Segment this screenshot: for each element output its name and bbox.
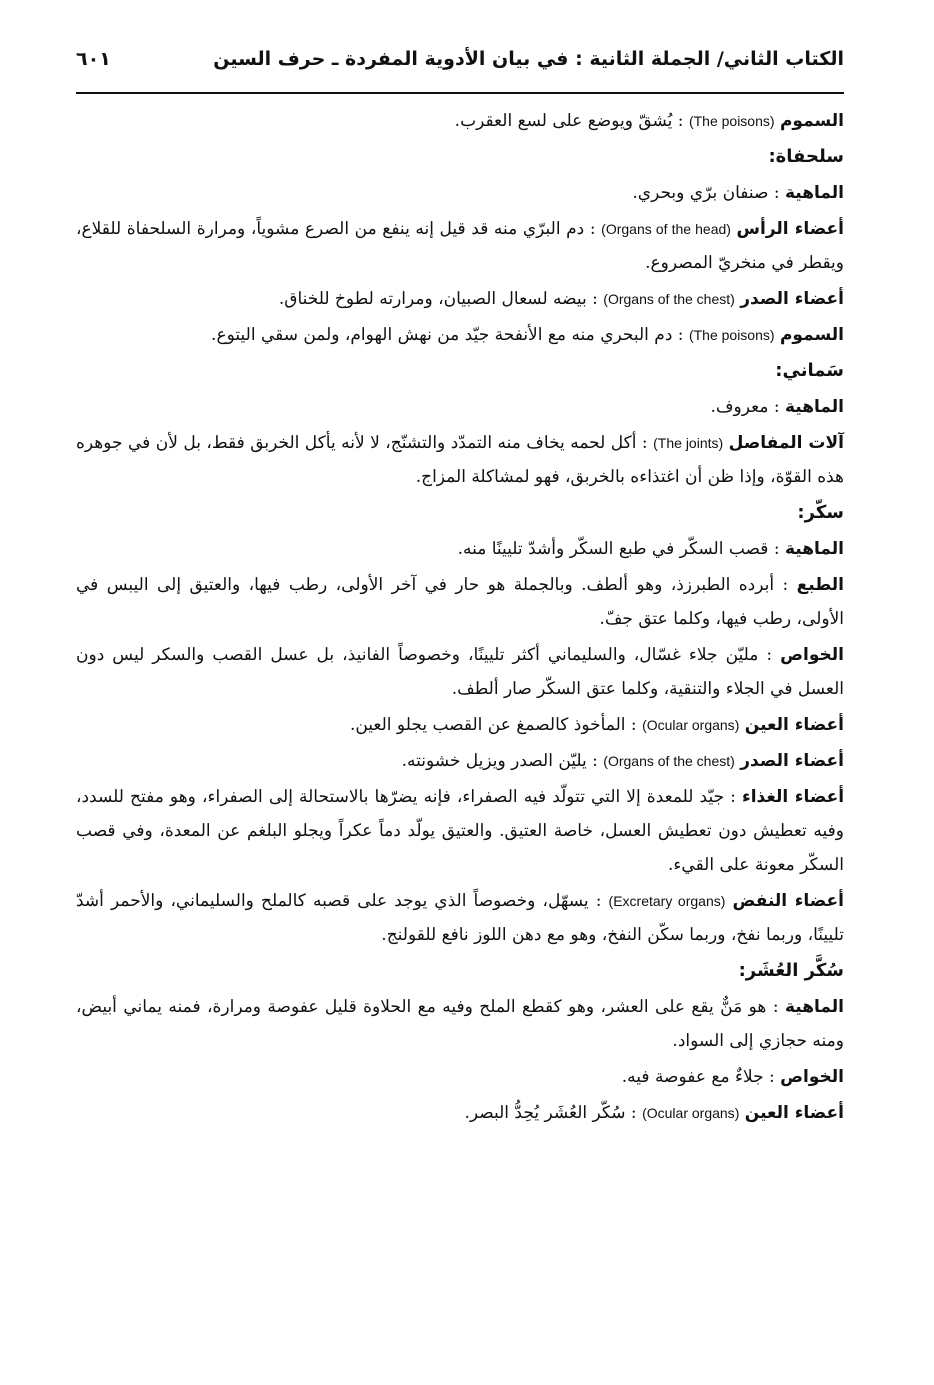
entry-english-term: (The poisons): [688, 113, 775, 129]
entry-text: : أكل لحمه يخاف منه التمدّد والتشنّج، لا لأنه يأكل الخربق فقط، بل لأن في جوهره هذه القوّة، وإذا ظن أن اغتذاءه بالخربق، فهو لمشاكلة المزاج.: [76, 433, 844, 487]
book-page: [76, 0, 844, 1385]
entry-text: : هو مَنٌّ يقع على العشر، وهو كقطع الملح وفيه مع الحلاوة قليل عفوصة ومرارة، فمنه يماني أبيض، ومنه حجازي إلى السواد.: [76, 997, 844, 1051]
entry-english-term: (Ocular organs): [642, 1105, 740, 1121]
heading-samani: سَماني:: [775, 360, 844, 381]
entry-term: أعضاء الغذاء: [742, 787, 845, 807]
entry-term: الماهية: [784, 397, 844, 417]
entry-english-term: (Organs of the chest): [603, 291, 735, 307]
entry-text: : جيّد للمعدة إلا التي تتولّد فيه الصفراء، فإنه يضرّها بالاستحالة إلى الصفراء، وهو مفتح للسدد، وفيه تعطيش دون تعطيش العسل، خاصة العتيق. والعتيق يولّد دماً عكراً ويجلو البلغم عن المعدة، وفي قصب السكّر معونة على القيء.: [76, 787, 844, 875]
entry-poisons-1: [76, 104, 844, 138]
entry-term: أعضاء الصدر: [740, 289, 844, 309]
entry-chest-organs-2: [76, 744, 844, 778]
entry-term: السموم: [779, 325, 844, 345]
entry-nutrition-organs: [76, 780, 844, 882]
entry-english-term: (The poisons): [688, 327, 775, 343]
entry-ocular-organs-2: [76, 1096, 844, 1130]
entry-term: السموم: [779, 111, 844, 131]
header-rule: [76, 92, 844, 94]
entry-term: الطبع: [796, 575, 844, 595]
entry-quiddity-samani: [76, 390, 844, 424]
entry-text: : صنفان برّي وبحري.: [632, 183, 780, 203]
entry-excretory-organs: [76, 884, 844, 952]
entry-text: : يليّن الصدر ويزيل خشونته.: [401, 751, 598, 771]
entry-properties-ushar: [76, 1060, 844, 1094]
entry-text: : مليّن جلاء غسّال، والسليماني أكثر تليينًا، وخصوصاً الفانيذ، بل عسل القصب والسكر ليس دون العسل في الجلاء والتنقية، وكلما عتق السكّر صار ألطف.: [76, 645, 844, 699]
entry-properties-sukkar: [76, 638, 844, 706]
entry-text: : جلاءٌ مع عفوصة فيه.: [621, 1067, 775, 1087]
page-number: ٦٠١: [76, 48, 111, 70]
entry-term: الماهية: [784, 997, 844, 1017]
page-body: [76, 104, 844, 1132]
entry-term: الماهية: [784, 539, 844, 559]
entry-text: : سُكّر العُشَر يُحِدُّ البصر.: [464, 1103, 637, 1123]
entry-english-term: (Ocular organs): [642, 717, 740, 733]
entry-head-organs: [76, 212, 844, 280]
entry-quiddity-sukkar: [76, 532, 844, 566]
entry-text: : المأخوذ كالصمغ عن القصب يجلو العين.: [349, 715, 637, 735]
running-title: الكتاب الثاني/ الجملة الثانية : في بيان الأدوية المفردة ـ حرف السين: [213, 48, 844, 70]
entry-poisons-2: [76, 318, 844, 352]
entry-term: الخواص: [780, 1067, 844, 1087]
heading-sulhafa: سلحفاة:: [768, 146, 844, 167]
entry-quiddity-ushar: [76, 990, 844, 1058]
entry-term: أعضاء النفض: [732, 891, 844, 911]
entry-text: : يُشقّ ويوضع على لسع العقرب.: [454, 111, 684, 131]
entry-text: : دم البحري منه مع الأنفحة جيّد من نهش الهوام، ولمن سقي اليتوع.: [211, 325, 684, 345]
entry-joints: [76, 426, 844, 494]
entry-quiddity-sulhafa: [76, 176, 844, 210]
entry-text: : معروف.: [710, 397, 780, 417]
entry-english-term: (Organs of the chest): [603, 753, 735, 769]
entry-term: أعضاء العين: [744, 715, 844, 735]
page-header: [76, 44, 844, 84]
entry-text: : دم البرّي منه قد قيل إنه ينفع من الصرع مشوياً، ومرارة السلحفاة للقلاع، ويقطر في منخريّ المصروع.: [76, 219, 844, 273]
entry-english-term: (Organs of the head): [601, 221, 731, 237]
entry-text: : قصب السكّر في طبع السكّر وأشدّ تليينًا منه.: [457, 539, 780, 559]
entry-text: : يسهّل، وخصوصاً الذي يوجد على قصبه كالملح والسليماني، والأحمر أشدّ تليينًا، وربما نفخ، وربما سكّن النفخ، وهو مع دهن اللوز نافع للقولنج.: [76, 891, 844, 945]
entry-term: آلات المفاصل: [728, 433, 844, 453]
entry-term: أعضاء الصدر: [740, 751, 844, 771]
heading-sukkar: سكّر:: [797, 502, 844, 523]
entry-english-term: (The joints): [653, 435, 724, 451]
entry-text: : بيضه لسعال الصبيان، ومرارته لطوخ للخناق.: [278, 289, 598, 309]
entry-chest-organs-1: [76, 282, 844, 316]
heading-sukkar-al-ushar: سُكَّر العُشَر:: [738, 960, 844, 981]
entry-ocular-organs-1: [76, 708, 844, 742]
entry-term: أعضاء الرأس: [736, 219, 844, 239]
entry-temperament: [76, 568, 844, 636]
entry-english-term: (Excretary organs): [608, 893, 726, 909]
entry-term: أعضاء العين: [744, 1103, 844, 1123]
entry-term: الخواص: [780, 645, 844, 665]
entry-text: : أبرده الطبرزذ، وهو ألطف. وبالجملة هو حار في آخر الأولى، رطب فيها، والعتيق إلى اليبس في الأولى، رطب فيها، وكلما عتق جفّ.: [76, 575, 844, 629]
entry-term: الماهية: [784, 183, 844, 203]
